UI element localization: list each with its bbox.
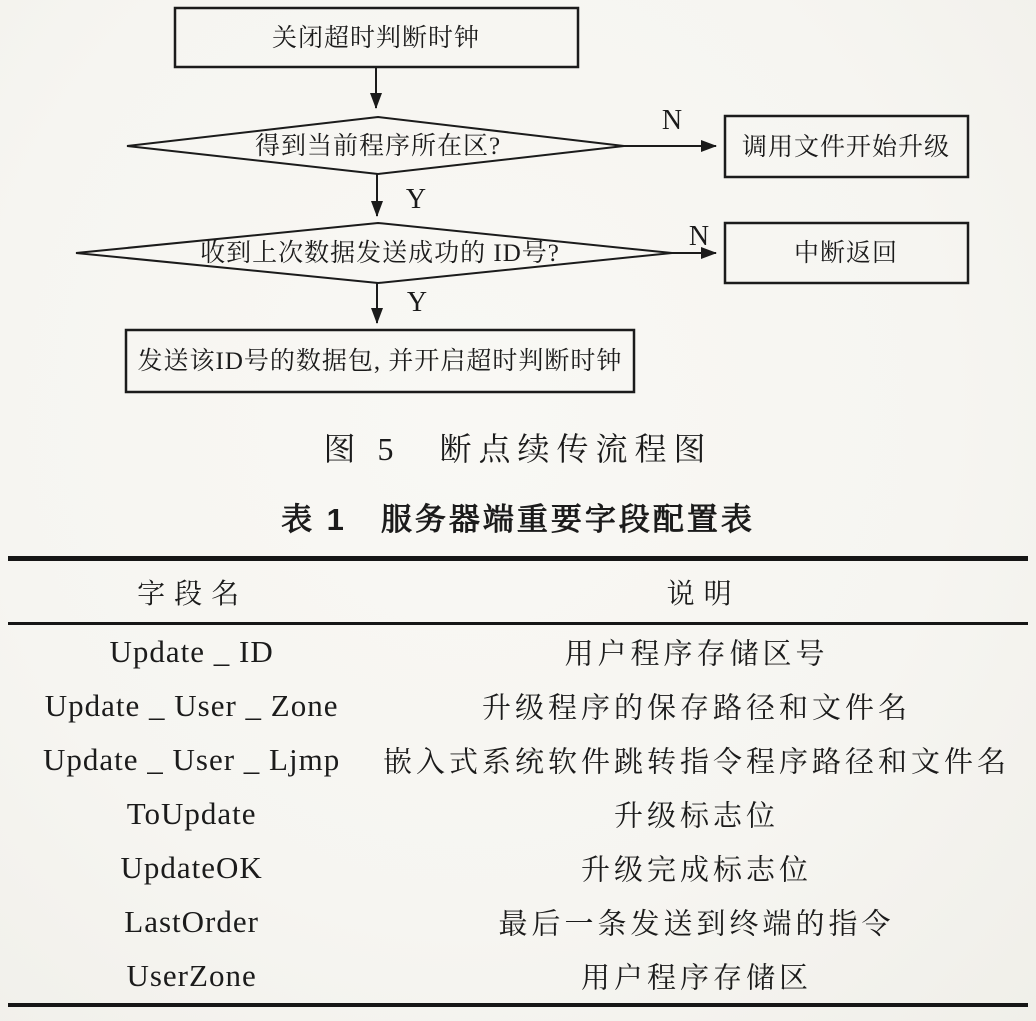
table-row (8, 625, 1028, 679)
description-cell: 升级完成标志位 (580, 854, 813, 887)
config-table (8, 556, 1028, 1007)
table-row (8, 949, 1028, 1003)
table-row (8, 787, 1028, 841)
figure-caption: 图 5 断点续传流程图 (323, 431, 713, 467)
description-cell: 嵌入式系统软件跳转指令程序路径和文件名 (382, 746, 1011, 779)
field-name-cell: Update _ ID (109, 634, 274, 669)
start-box-label: 关闭超时判断时钟 (271, 25, 481, 52)
header-description: 说明 (666, 578, 741, 610)
description-cell: 最后一条发送到终端的指令 (498, 908, 895, 941)
field-name-cell: LastOrder (124, 904, 259, 939)
table-row (8, 841, 1028, 895)
description-cell: 用户程序存储区 (580, 962, 813, 995)
field-name-cell: ToUpdate (126, 796, 257, 831)
decision2-no-box-label: 中断返回 (793, 240, 899, 267)
action-box-label: 发送该ID号的数据包, 并开启超时判断时钟 (137, 348, 623, 375)
description-cell: 用户程序存储区号 (564, 638, 829, 671)
flowchart-figure (0, 0, 1036, 410)
decision1-label: 得到当前程序所在区? (254, 133, 502, 160)
table-title: 表 1 服务器端重要字段配置表 (281, 502, 755, 537)
field-name-cell: Update _ User _ Zone (44, 688, 339, 723)
table-row (8, 895, 1028, 949)
field-name-cell: Update _ User _ Ljmp (42, 742, 341, 777)
description-cell: 升级标志位 (613, 800, 780, 833)
table-row (8, 679, 1028, 733)
decision2-label: 收到上次数据发送成功的 ID号? (200, 240, 560, 267)
field-name-cell: UpdateOK (120, 850, 263, 885)
header-field-name: 字段名 (137, 578, 249, 610)
decision1-yes-label: Y (405, 184, 427, 215)
field-name-cell: UserZone (126, 958, 257, 993)
decision2-yes-label: Y (406, 287, 428, 318)
description-cell: 升级程序的保存路径和文件名 (481, 692, 912, 725)
table-row (8, 733, 1028, 787)
decision2-no-label: N (688, 221, 710, 252)
table-header-row (8, 561, 1028, 625)
decision1-no-label: N (661, 105, 683, 136)
decision1-no-box-label: 调用文件开始升级 (741, 134, 951, 161)
